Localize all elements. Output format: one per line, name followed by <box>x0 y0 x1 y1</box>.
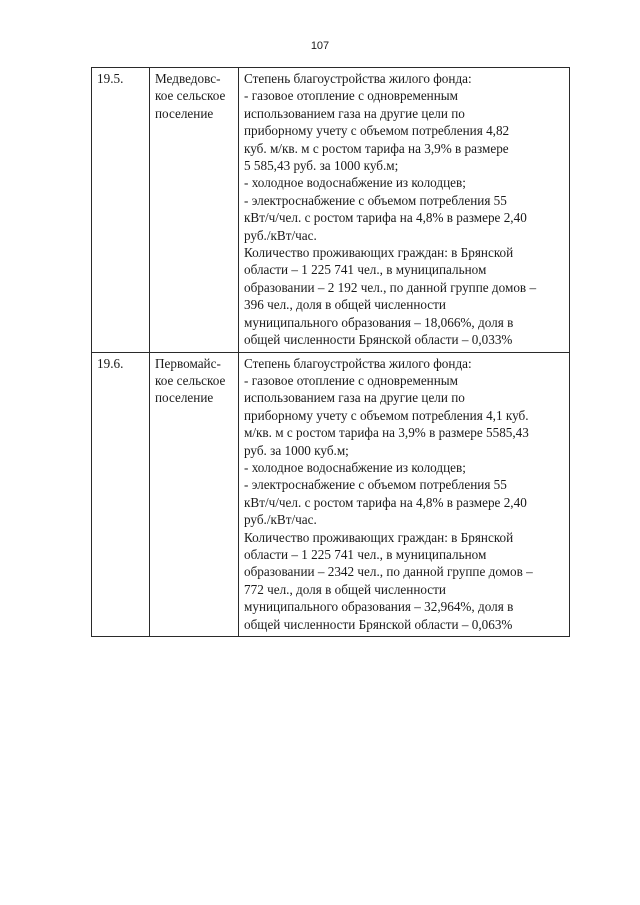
description-line: Степень благоустройства жилого фонда: <box>244 71 472 86</box>
table-row <box>92 352 570 637</box>
description-line: муниципального образования – 32,964%, доля в <box>244 599 514 615</box>
settlement-name-line: поселение <box>155 105 214 121</box>
settlement-name-line: поселение <box>155 390 214 406</box>
row-number: 19.5. <box>97 71 124 86</box>
description-line: Количество проживающих граждан: в Брянской <box>244 245 514 261</box>
settlement-name-line: кое сельское <box>155 372 226 388</box>
description-line: руб./кВт/час. <box>244 227 317 243</box>
table-row <box>92 68 570 353</box>
description-line: 5 585,43 руб. за 1000 куб.м; <box>244 158 399 174</box>
description-line: м/кв. м с ростом тарифа на 3,9% в размере 5585,43 <box>244 425 529 441</box>
description-line: образовании – 2342 чел., по данной группе домов – <box>244 564 533 580</box>
description-line: приборному учету с объемом потребления 4,1 куб. <box>244 407 529 423</box>
settlement-name-line: кое сельское <box>155 88 226 104</box>
description-line: использованием газа на другие цели по <box>244 390 465 406</box>
description-line: образовании – 2 192 чел., по данной группе домов – <box>244 279 537 295</box>
description-line: - электроснабжение с объемом потребления 55 <box>244 477 507 493</box>
description-line: руб. за 1000 куб.м; <box>244 442 349 458</box>
description-line: муниципального образования – 18,066%, доля в <box>244 314 514 330</box>
description-line: общей численности Брянской области – 0,063% <box>244 616 513 632</box>
page-number: 107 <box>310 40 330 52</box>
description-line: 396 чел., доля в общей численности <box>244 297 446 313</box>
description-line: - газовое отопление с одновременным <box>244 88 458 104</box>
description-line: руб./кВт/час. <box>244 512 317 528</box>
description-line: - электроснабжение с объемом потребления 55 <box>244 192 507 208</box>
description-line: Количество проживающих граждан: в Брянской <box>244 529 514 545</box>
description-cell <box>239 68 570 353</box>
description-line: области – 1 225 741 чел., в муниципальном <box>244 546 487 562</box>
description-line: куб. м/кв. м с ростом тарифа на 3,9% в размере <box>244 140 509 156</box>
row-number-cell <box>92 68 150 353</box>
description-cell <box>239 352 570 637</box>
description-line: общей численности Брянской области – 0,033% <box>244 332 513 348</box>
settlement-name-line: Первомайс- <box>155 355 221 371</box>
settlement-table <box>91 67 570 637</box>
description-line: кВт/ч/чел. с ростом тарифа на 4,8% в размере 2,40 <box>244 210 527 226</box>
row-number: 19.6. <box>97 355 124 371</box>
description-line: Степень благоустройства жилого фонда: <box>244 355 472 371</box>
description-line: области – 1 225 741 чел., в муниципальном <box>244 262 487 278</box>
row-number-cell <box>92 352 150 637</box>
description-line: приборному учету с объемом потребления 4,82 <box>244 123 510 139</box>
description-line: использованием газа на другие цели по <box>244 105 465 121</box>
description-line: - газовое отопление с одновременным <box>244 372 458 388</box>
description-line: - холодное водоснабжение из колодцев; <box>244 459 466 475</box>
settlement-name-cell <box>150 352 239 637</box>
description-line: кВт/ч/чел. с ростом тарифа на 4,8% в размере 2,40 <box>244 494 527 510</box>
settlement-name-cell <box>150 68 239 353</box>
description-line: 772 чел., доля в общей численности <box>244 581 446 597</box>
settlement-name-line: Медведовс- <box>155 71 221 86</box>
description-line: - холодное водоснабжение из колодцев; <box>244 175 466 191</box>
